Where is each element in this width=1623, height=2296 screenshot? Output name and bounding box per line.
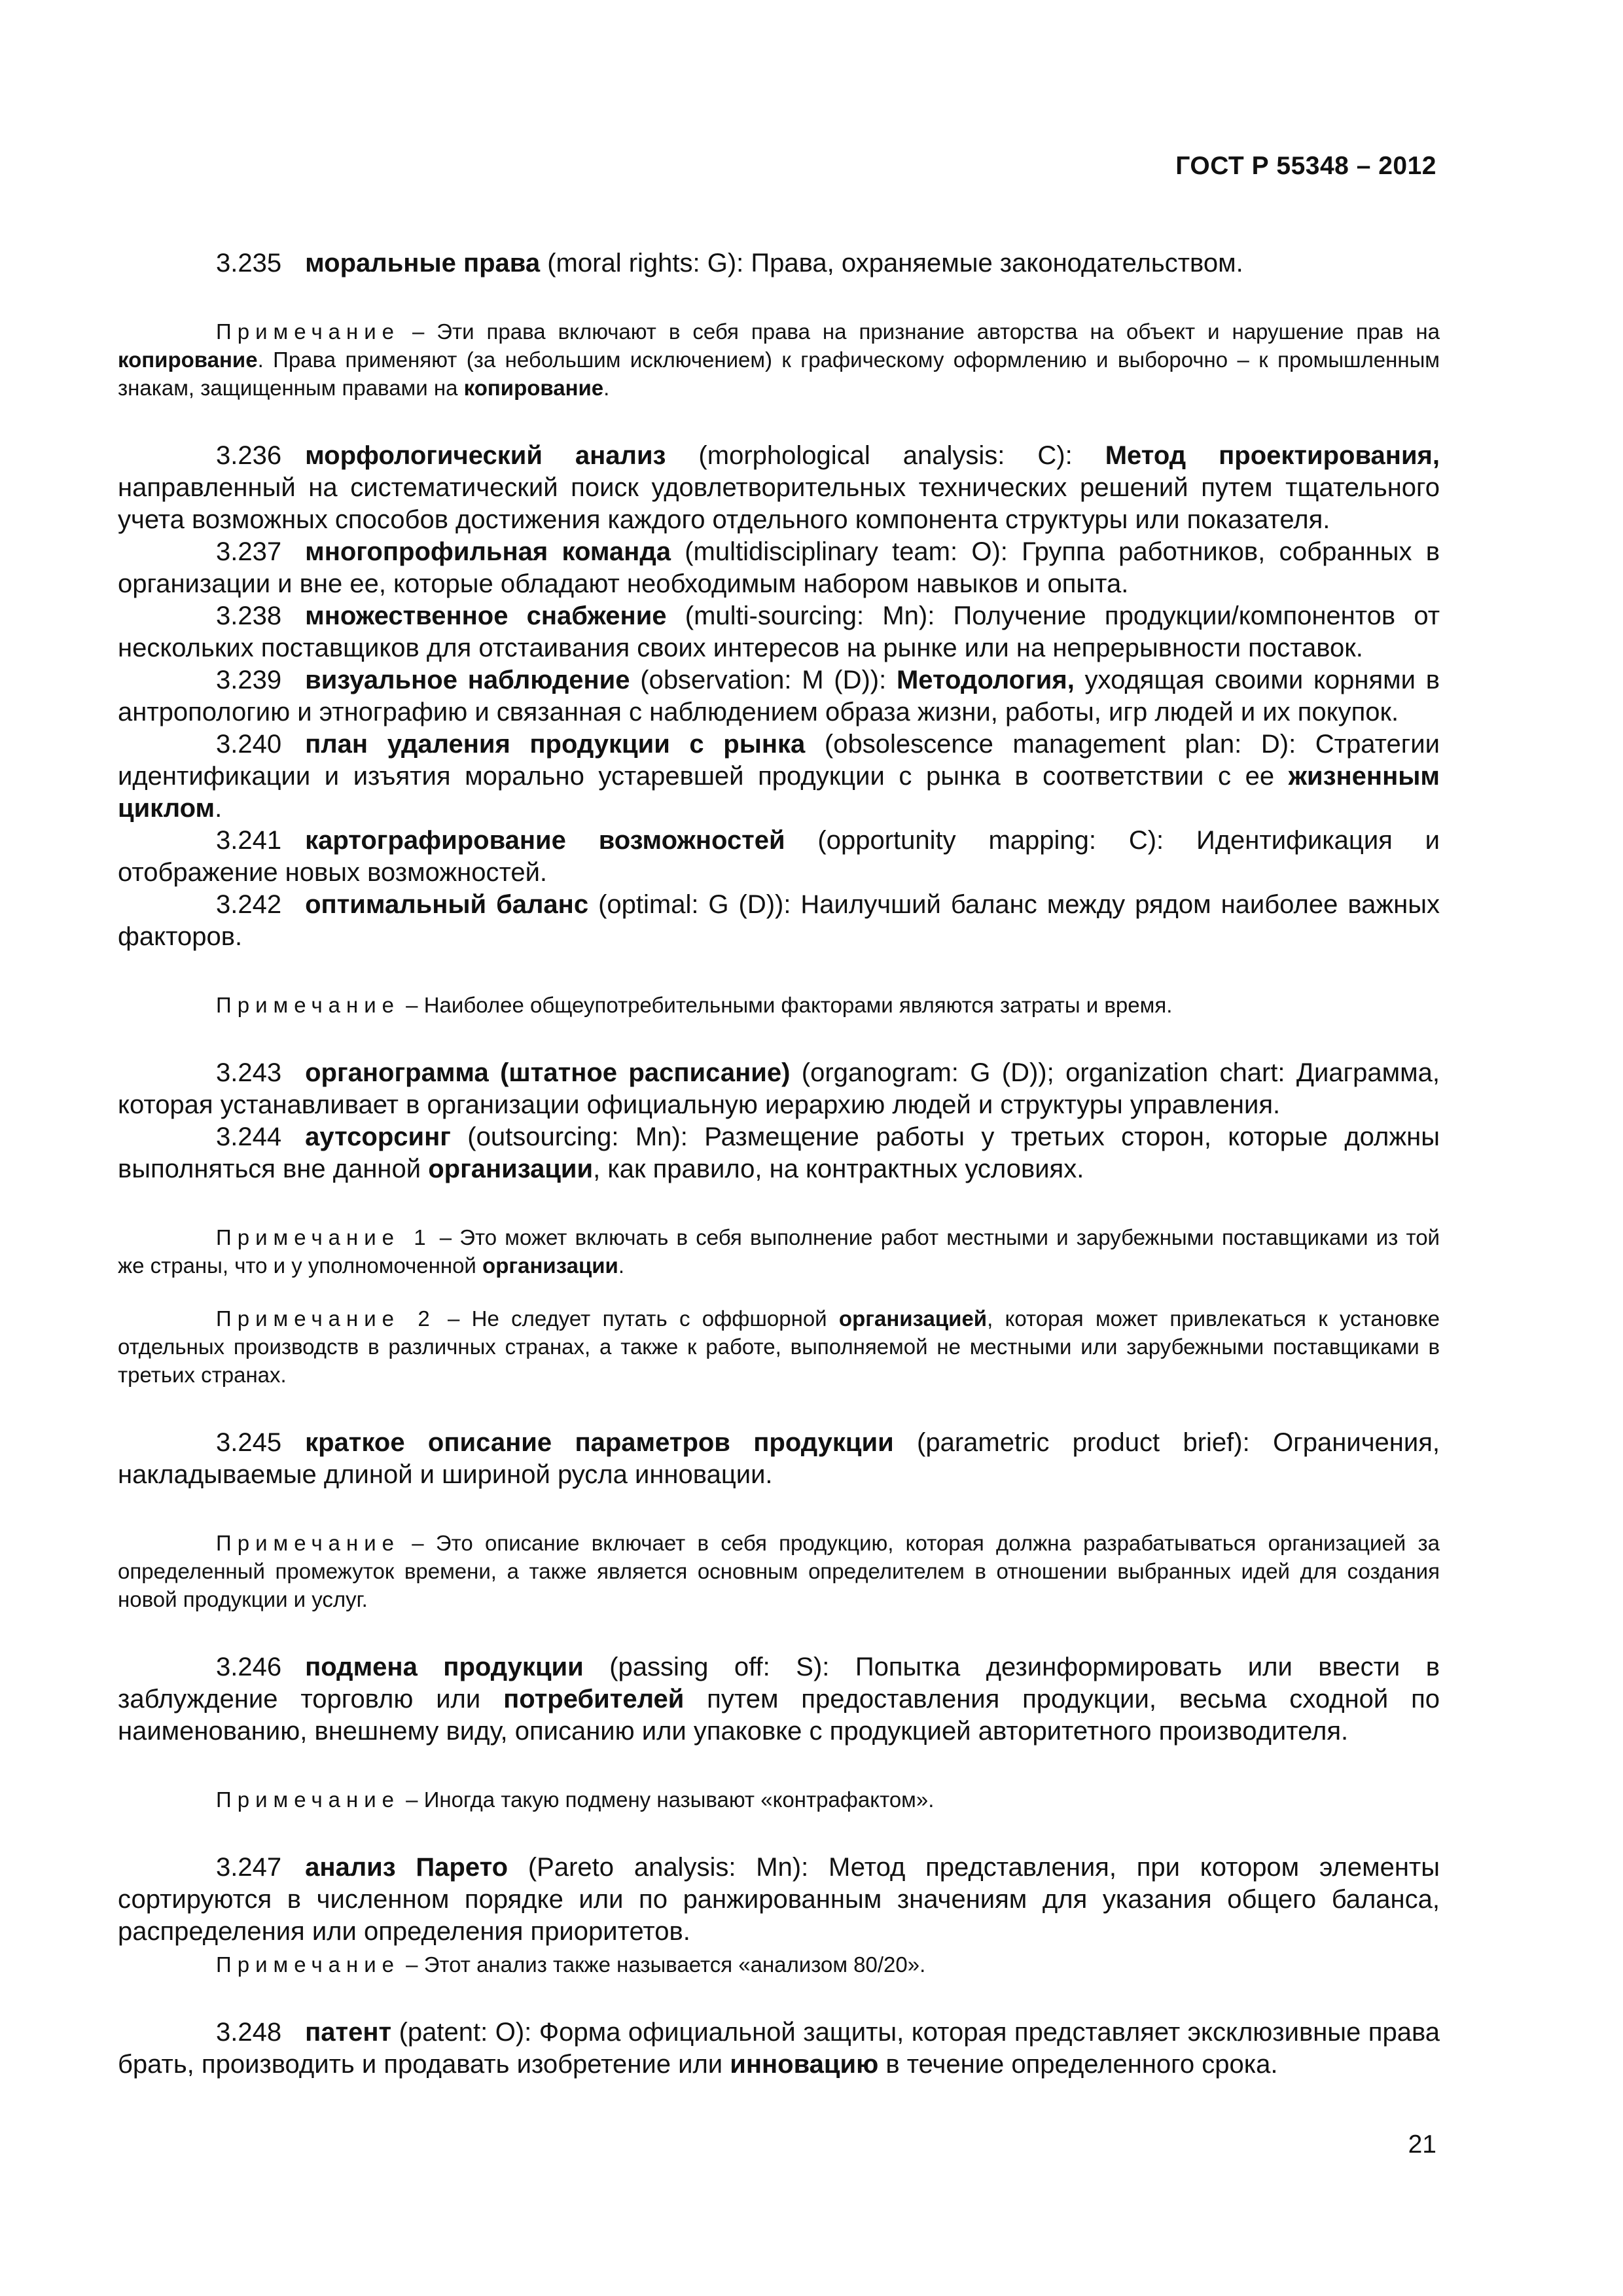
body-text: – Это описание включает в себя продукцию, которая должна разрабатываться организацией за определенный промежуток времени, а также является основным определителем в отношении выбранных идей для создания новой продукции и услуг. [118, 1531, 1440, 1611]
term-number: 3.248 [216, 2018, 282, 2047]
definition-entry [118, 1852, 1440, 1948]
term-reference: инновацию [730, 2050, 879, 2079]
body-text: (outsourcing: Mn): Размещение работы у третьих сторон, которые должны выполняться вне данной [118, 1122, 1440, 1183]
term-name: множественное снабжение [305, 601, 667, 630]
body-text: (optimal: G (D)): Наилучший баланс между рядом наиболее важных факторов. [118, 890, 1440, 951]
term-name: оптимальный баланс [305, 890, 589, 919]
note-paragraph [118, 991, 1440, 1019]
body-text: (multidisciplinary team: O): Группа работников, собранных в организации и вне ее, которые обладают необходимым набором навыков и опыта. [118, 537, 1440, 598]
definition-entry [118, 889, 1440, 953]
term-name: патент [305, 2018, 392, 2047]
body-text: , как правило, на контрактных условиях. [593, 1155, 1084, 1183]
note-paragraph [118, 1529, 1440, 1613]
body-text: направленный на систематический поиск удовлетворительных технических решений путем тщательного учета возможных способов достижения каждого отдельного компонента структуры или показателя. [118, 473, 1440, 534]
body-text: (multi-sourcing: Mn): Получение продукции/компонентов от нескольких поставщиков для отстаивания своих интересов на рынке или на непрерывности поставок. [118, 601, 1440, 662]
definition-entry [118, 1427, 1440, 1491]
body-text: уходящая своими корнями в антропологию и этнографию и связанная с наблюдением образа жизни, работы, игр людей и их покупок. [118, 666, 1440, 726]
definition-entry [118, 247, 1440, 279]
body-text: – Иногда такую подмену называют «контрафактом». [400, 1787, 935, 1812]
note-label: Примечание [216, 319, 401, 344]
note-paragraph [118, 1785, 1440, 1814]
note-paragraph [118, 1304, 1440, 1389]
term-reference: потребителей [503, 1685, 685, 1713]
term-number: 3.235 [216, 249, 282, 278]
term-name: морфологический анализ [305, 441, 666, 470]
term-number: 3.237 [216, 537, 282, 566]
term-reference: копирование [463, 376, 604, 400]
body-text: . [603, 376, 610, 400]
term-number: 3.243 [216, 1058, 282, 1087]
body-text: (patent: O): Форма официальной защиты, которая представляет эксклюзивные права брать, производить и продавать изобретение или [118, 2018, 1440, 2079]
body-text: (obsolescence management plan: D): Стратегии идентификации и изъятия морально устаревшей продукции с рынка в соответствии с ее [118, 730, 1440, 791]
term-number: 3.241 [216, 826, 282, 855]
term-name: визуальное наблюдение [305, 666, 630, 694]
note-label: Примечание 2 [216, 1306, 436, 1331]
definition-entry [118, 600, 1440, 664]
definition-entry [118, 2017, 1440, 2081]
note-label: Примечание 1 [216, 1225, 432, 1249]
term-name: аутсорсинг [305, 1122, 451, 1151]
term-number: 3.246 [216, 1653, 282, 1681]
body-text: . [618, 1253, 625, 1278]
body-text: – Это может включать в себя выполнение работ местными и зарубежными поставщиками из той же страны, что и у уполномоченной [118, 1225, 1440, 1278]
term-reference: организации [482, 1253, 618, 1278]
body-text: в течение определенного срока. [878, 2050, 1278, 2079]
definition-entry [118, 664, 1440, 728]
body-text: – Наиболее общеупотребительными факторами являются затраты и время. [400, 993, 1173, 1017]
term-number: 3.239 [216, 666, 282, 694]
body-text: (passing off: S): Попытка дезинформировать или ввести в заблуждение торговлю или [118, 1653, 1440, 1713]
body-text: (Pareto analysis: Mn): Метод представления, при котором элементы сортируются в численном порядке или по ранжированным значениям для указания общего баланса, распределения или определения приоритетов. [118, 1853, 1440, 1946]
body-text: (moral rights: G): Права, охраняемые законодательством. [540, 249, 1243, 278]
term-name: план удаления продукции с рынка [305, 730, 806, 759]
term-reference: организацией [838, 1306, 988, 1331]
term-reference: копирование [118, 348, 258, 372]
term-reference: Метод проектирования, [1105, 441, 1440, 470]
body-text: – Не следует путать с оффшорной [435, 1306, 839, 1331]
note-label: Примечание [216, 1952, 401, 1977]
document-body [118, 247, 1440, 2081]
definition-entry [118, 1121, 1440, 1185]
term-reference: жизненным циклом [118, 762, 1440, 823]
term-name: картографирование возможностей [305, 826, 785, 855]
body-text: (observation: M (D)): [630, 666, 897, 694]
body-text: – Эти права включают в себя права на признание авторства на объект и нарушение прав на [400, 319, 1440, 344]
definition-entry [118, 1057, 1440, 1121]
note-paragraph [118, 1950, 1440, 1979]
term-number: 3.247 [216, 1853, 282, 1882]
body-text: (opportunity mapping: C): Идентификация и отображение новых возможностей. [118, 826, 1440, 887]
definition-entry [118, 825, 1440, 889]
note-label: Примечание [216, 993, 401, 1017]
term-number: 3.238 [216, 601, 282, 630]
term-number: 3.245 [216, 1428, 282, 1457]
definition-entry [118, 440, 1440, 536]
note-label: Примечание [216, 1531, 401, 1555]
body-text: (morphological analysis: C): [666, 441, 1105, 470]
term-number: 3.240 [216, 730, 282, 759]
term-name: органограмма (штатное расписание) [305, 1058, 791, 1087]
body-text: . [215, 794, 223, 823]
definition-entry [118, 536, 1440, 600]
definition-entry [118, 1651, 1440, 1748]
body-text: . Права применяют (за небольшим исключением) к графическому оформлению и выборочно – к промышленным знакам, защищенным правами на [118, 348, 1440, 400]
body-text: (organogram: G (D)); organization chart: Диаграмма, которая устанавливает в организации официальную иерархию людей и структуры управления. [118, 1058, 1440, 1119]
term-reference: Методология, [896, 666, 1075, 694]
definition-entry [118, 728, 1440, 825]
term-name: многопрофильная команда [305, 537, 671, 566]
body-text: , которая может привлекаться к установке отдельных производств в различных странах, а также к работе, выполняемой не местными или зарубежными поставщиками в третьих странах. [118, 1306, 1440, 1387]
term-name: краткое описание параметров продукции [305, 1428, 894, 1457]
term-number: 3.236 [216, 441, 282, 470]
body-text: (parametric product brief): Ограничения, накладываемые длиной и шириной русла инновации. [118, 1428, 1440, 1489]
term-number: 3.244 [216, 1122, 282, 1151]
document-standard-id: ГОСТ Р 55348 – 2012 [1175, 152, 1436, 180]
term-name: моральные права [305, 249, 541, 278]
term-reference: организации [428, 1155, 594, 1183]
note-label: Примечание [216, 1787, 401, 1812]
body-text: – Этот анализ также называется «анализом 80/20». [400, 1952, 926, 1977]
term-number: 3.242 [216, 890, 282, 919]
note-paragraph [118, 1223, 1440, 1280]
term-name: анализ Парето [305, 1853, 508, 1882]
term-name: подмена продукции [305, 1653, 584, 1681]
note-paragraph [118, 317, 1440, 402]
page-number: 21 [1408, 2130, 1436, 2159]
body-text: путем предоставления продукции, весьма сходной по наименованию, внешнему виду, описанию или упаковке с продукцией авторитетного производителя. [118, 1685, 1440, 1746]
